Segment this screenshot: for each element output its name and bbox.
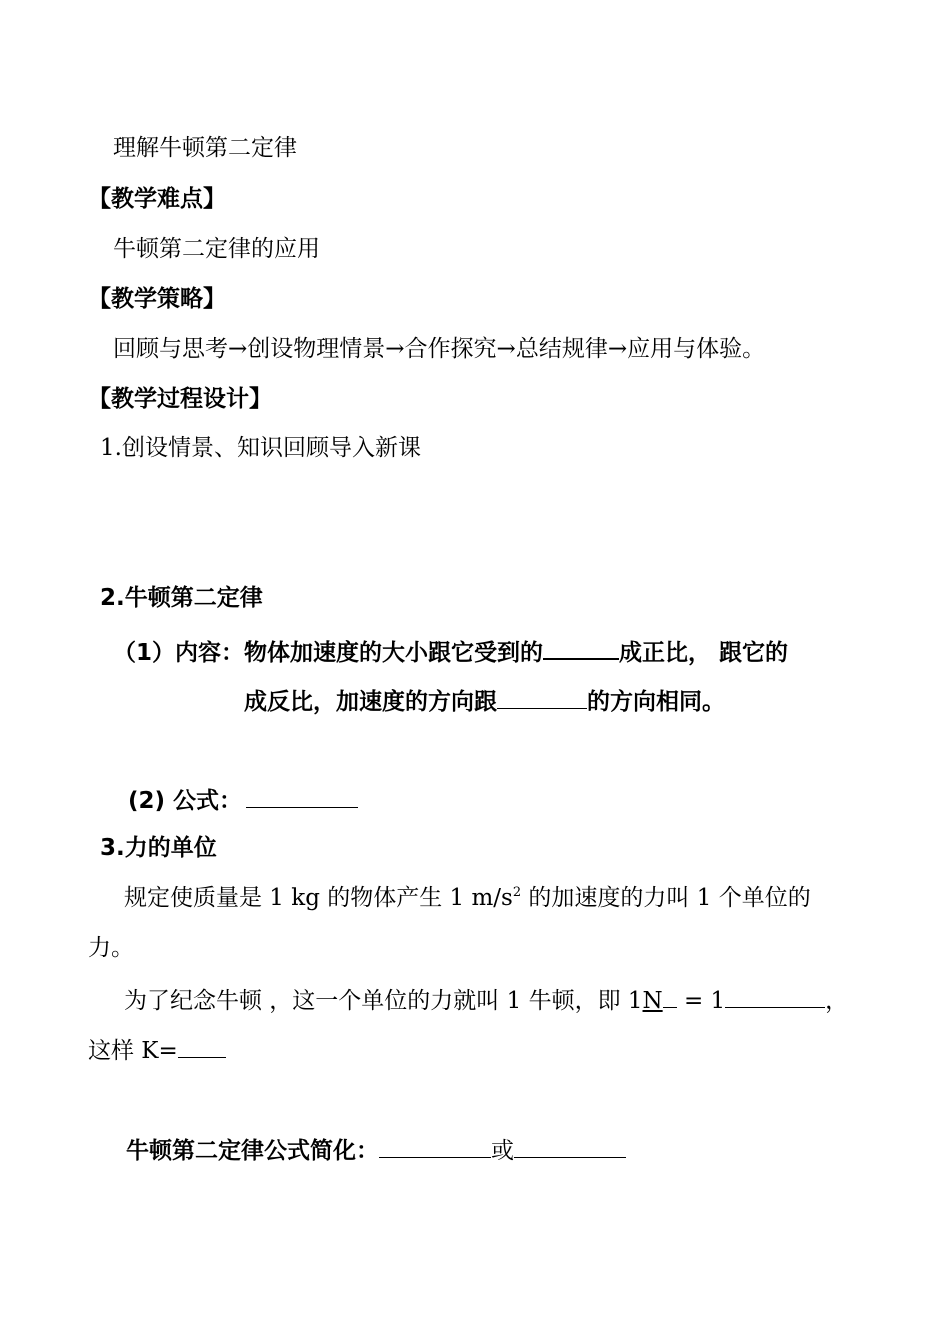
newton-definition-line bbox=[124, 983, 848, 1016]
newton-symbol: N bbox=[642, 988, 663, 1014]
blank-formula[interactable] bbox=[246, 783, 358, 808]
content-line-2 bbox=[244, 684, 725, 717]
simplify-label: 牛顿第二定律公式简化： bbox=[126, 1138, 379, 1164]
unit-definition-end: 力。 bbox=[88, 935, 134, 961]
content-line-1 bbox=[113, 634, 788, 668]
simplify-line bbox=[126, 1133, 626, 1166]
heading-teaching-process: 【教学过程设计】 bbox=[88, 386, 272, 412]
objective-text: 理解牛顿第二定律 bbox=[113, 135, 297, 161]
unit-text-a: 规定使质量是 1 kg 的物体产生 1 m/s bbox=[124, 885, 513, 911]
blank-simplify-1[interactable] bbox=[379, 1133, 491, 1158]
newton-text-a: 为了纪念牛顿 ，这一个单位的力就叫 1 牛顿，即 1 bbox=[124, 988, 643, 1014]
difficulty-text: 牛顿第二定律的应用 bbox=[113, 236, 320, 262]
or-text: 或 bbox=[491, 1138, 514, 1164]
section-1-title: 1.创设情景、知识回顾导入新课 bbox=[100, 435, 421, 461]
content-text-d: 的方向相同。 bbox=[587, 689, 725, 715]
content-text-b: 成正比， 跟它的 bbox=[619, 640, 789, 666]
blank-newton-unit[interactable] bbox=[725, 983, 825, 1008]
section-3-title: 3.力的单位 bbox=[100, 835, 217, 861]
blank-k[interactable] bbox=[178, 1033, 226, 1058]
newton-text-b: = 1 bbox=[676, 988, 726, 1014]
unit-superscript: 2 bbox=[512, 885, 522, 900]
content-text-a: （1）内容：物体加速度的大小跟它受到的 bbox=[113, 640, 544, 666]
blank-simplify-2[interactable] bbox=[514, 1133, 626, 1158]
blank-force[interactable] bbox=[543, 634, 619, 660]
blank-newton-underline bbox=[663, 985, 677, 1008]
newton-text-c: ， bbox=[825, 988, 849, 1014]
heading-teaching-strategy: 【教学策略】 bbox=[88, 286, 226, 312]
unit-text-b: 的加速度的力叫 1 个单位的 bbox=[521, 885, 811, 911]
k-line bbox=[88, 1033, 226, 1066]
section-2-title: 2.牛顿第二定律 bbox=[100, 585, 263, 611]
k-label: 这样 K= bbox=[88, 1038, 178, 1064]
formula-line bbox=[128, 783, 358, 816]
strategy-text: 回顾与思考→创设物理情景→合作探究→总结规律→应用与体验。 bbox=[113, 336, 766, 362]
unit-definition-line bbox=[124, 883, 811, 913]
heading-teaching-difficulty: 【教学难点】 bbox=[88, 186, 226, 212]
blank-direction[interactable] bbox=[497, 684, 587, 709]
formula-label: (2) 公式： bbox=[128, 788, 243, 814]
content-text-c: 成反比，加速度的方向跟 bbox=[244, 689, 497, 715]
